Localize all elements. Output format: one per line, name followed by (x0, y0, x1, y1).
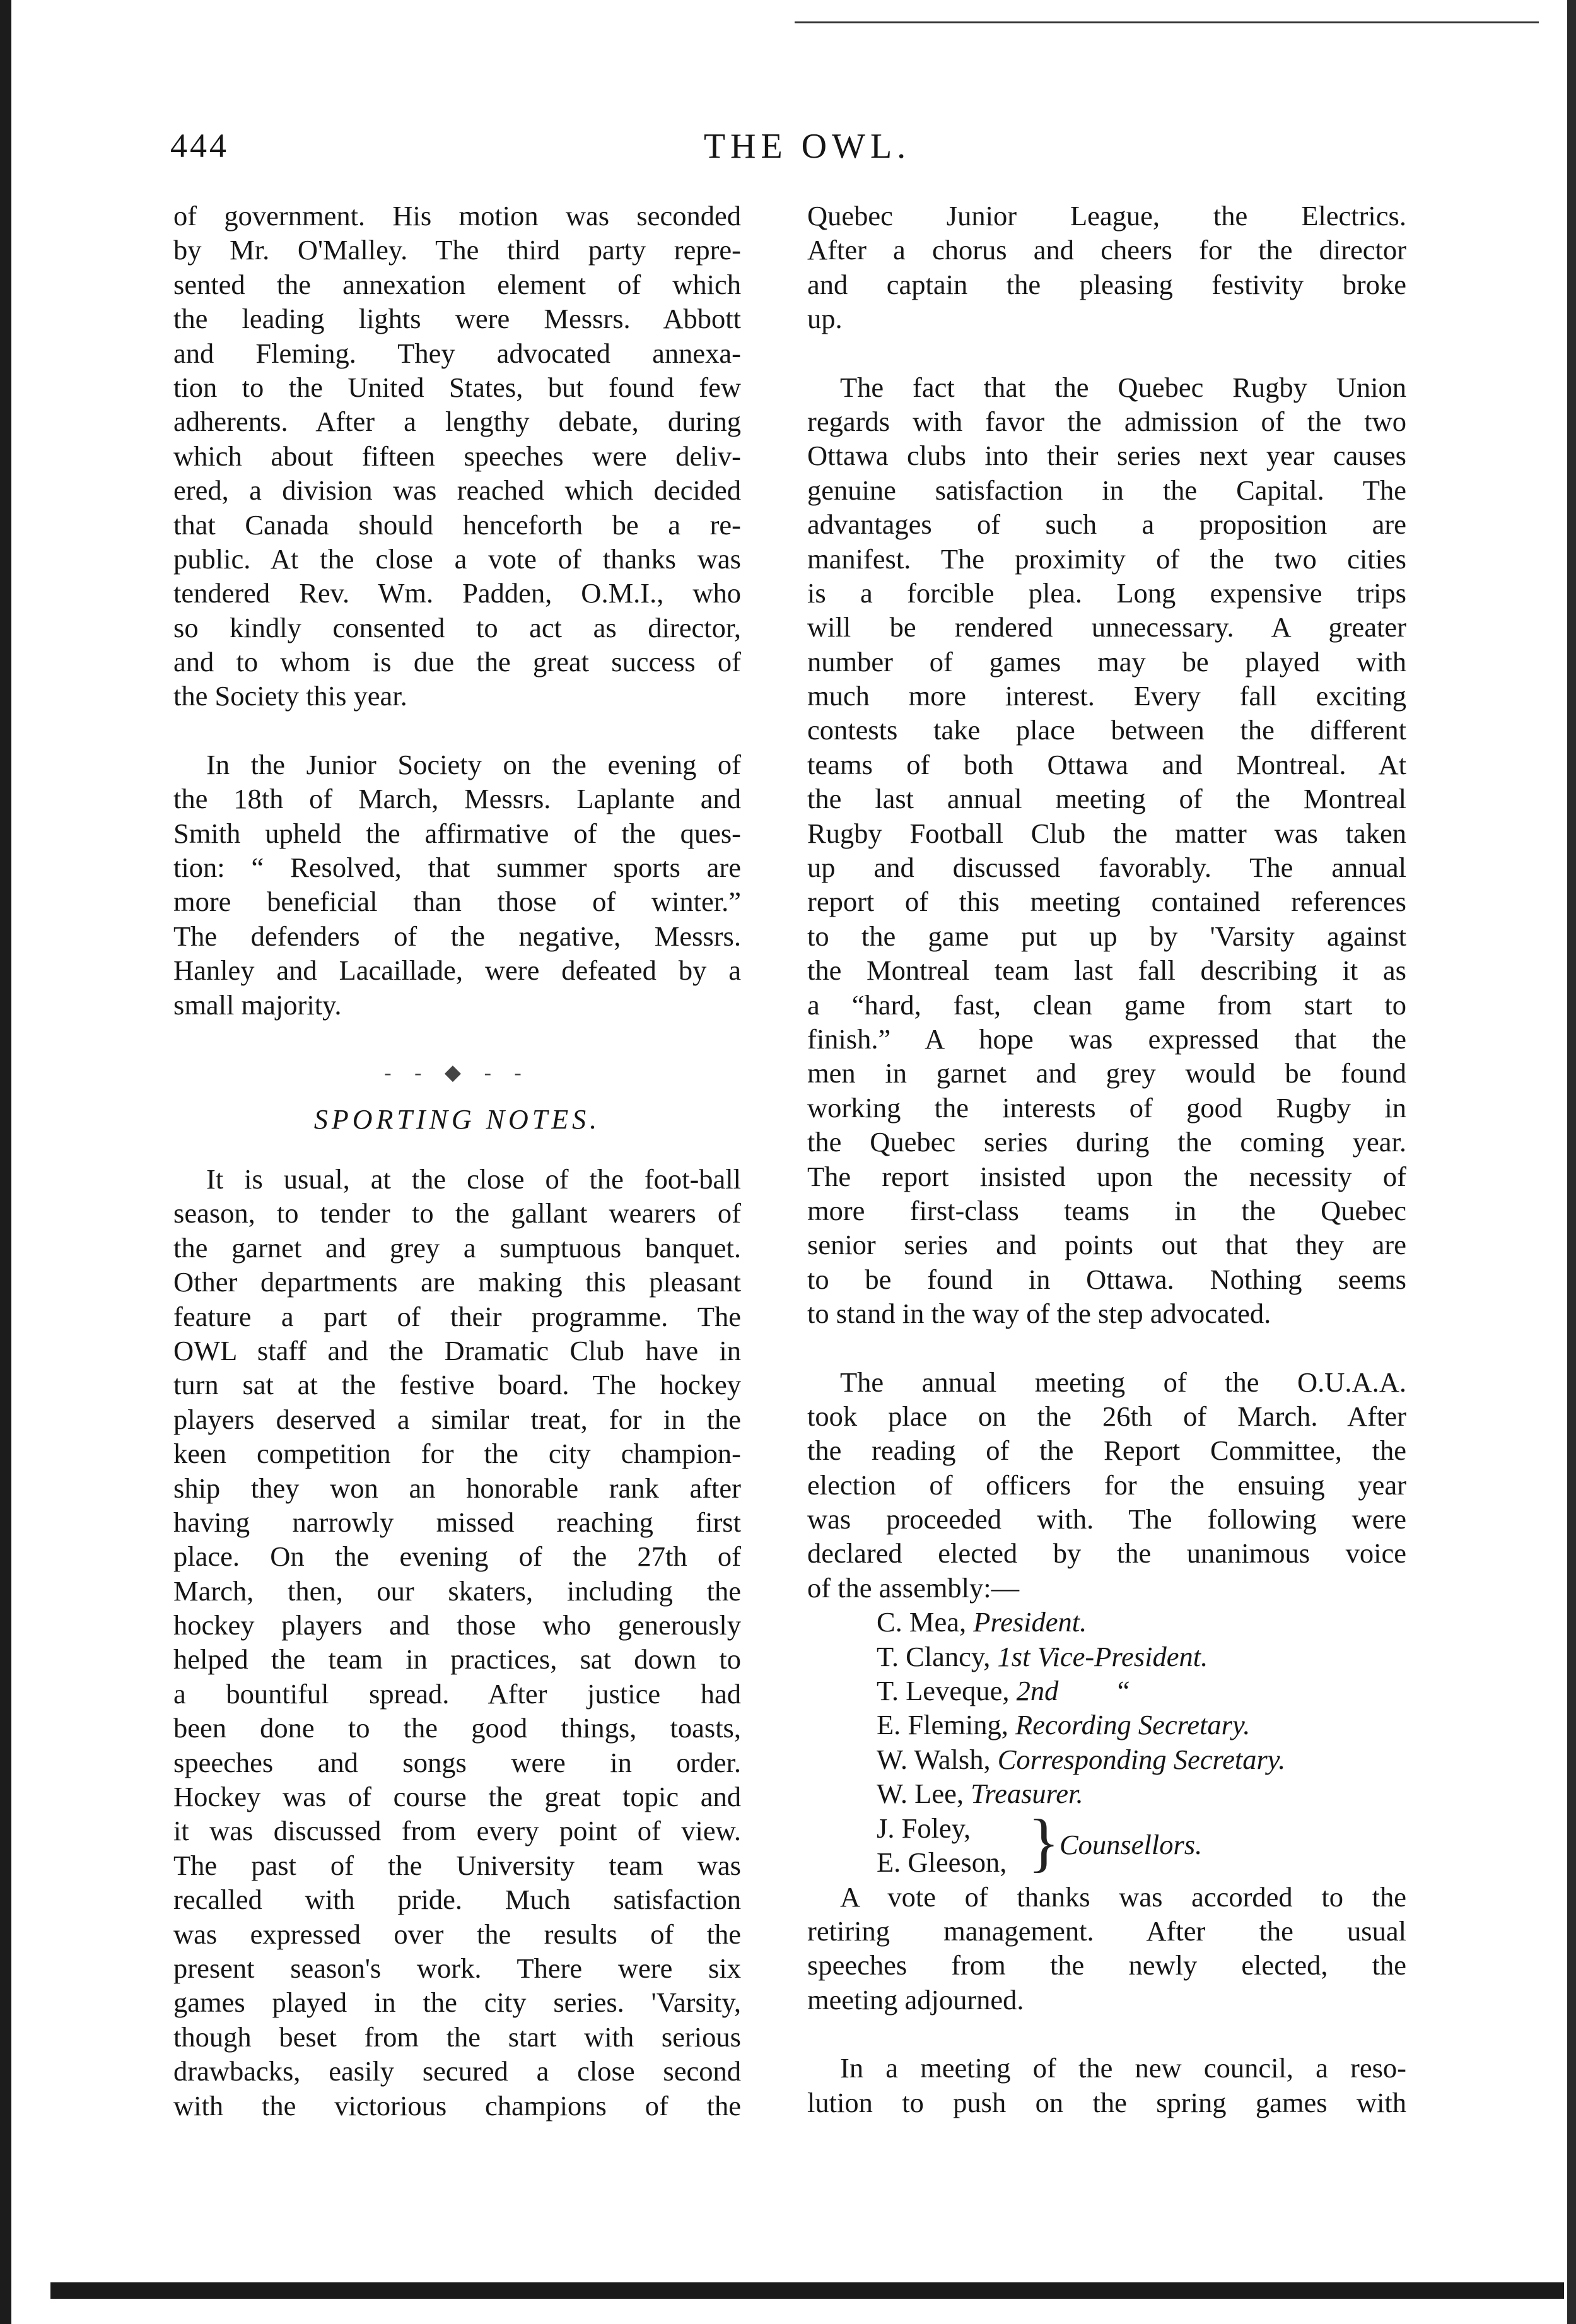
text-line: of government. His motion was seconded (173, 200, 741, 232)
officers-list (807, 1605, 1406, 1879)
officer-entry (807, 1674, 1406, 1708)
text-line: Hanley and Lacaillade, were defeated by a (173, 954, 741, 987)
text-line: feature a part of their programme. The (173, 1300, 741, 1332)
text-line: Smith upheld the affirmative of the ques- (173, 817, 741, 849)
paragraph-gap (807, 1331, 1406, 1365)
officer-name: W. Lee, (877, 1778, 964, 1810)
officer-role: 1st Vice-President. (997, 1640, 1208, 1672)
text-line: After a chorus and cheers for the director (807, 234, 1406, 266)
text-line: helped the team in practices, sat down to (173, 1643, 741, 1676)
text-line: been done to the good things, toasts, (173, 1712, 741, 1744)
text-line: tion to the United States, but found few (173, 371, 741, 403)
text-line: to the game put up by 'Varsity against (807, 920, 1406, 952)
text-line: and to whom is due the great success of (173, 646, 741, 678)
text-line: election of officers for the ensuing year (807, 1469, 1406, 1501)
text-line: ered, a division was reached which decided (173, 474, 741, 507)
text-line: a “hard, fast, clean game from start to (807, 989, 1406, 1021)
text-line: that Canada should henceforth be a re- (173, 508, 741, 541)
paragraph-hockey-banquet (173, 1162, 741, 2123)
text-line: recalled with pride. Much satisfaction (173, 1884, 741, 1916)
officer-name: W. Walsh, (877, 1743, 991, 1775)
text-line: much more interest. Every fall exciting (807, 680, 1406, 712)
text-line: with the victorious champions of the (173, 2089, 741, 2122)
text-line: finish.” A hope was expressed that the (807, 1023, 1406, 1055)
text-line: The annual meeting of the O.U.A.A. (840, 1366, 1406, 1398)
text-line: adherents. After a lengthy debate, during (173, 406, 741, 438)
counsellors-title: Counsellors. (1059, 1828, 1203, 1860)
officer-role: Recording Secretary. (1015, 1709, 1251, 1741)
text-line: In the Junior Society on the evening of (206, 748, 741, 780)
scan-edge-right (1567, 0, 1576, 2324)
page-header (0, 126, 1576, 177)
text-line: more first-class teams in the Quebec (807, 1194, 1406, 1226)
counsellor-name: E. Gleeson, (877, 1846, 1007, 1878)
scan-edge-bottom (50, 2282, 1564, 2299)
paragraph-rugby-union (807, 370, 1406, 1331)
text-line: hockey players and those who generously (173, 1609, 741, 1641)
text-line: OWL staff and the Dramatic Club have in (173, 1334, 741, 1366)
officer-entry (807, 1708, 1406, 1742)
text-line: It is usual, at the close of the foot-ball (206, 1163, 741, 1195)
text-line: The defenders of the negative, Messrs. (173, 920, 741, 952)
officer-entry (807, 1640, 1406, 1674)
text-line: ship they won an honorable rank after (173, 1472, 741, 1504)
top-rule (795, 21, 1539, 23)
text-line: speeches and songs were in order. (173, 1746, 741, 1778)
text-line: meeting adjourned. (807, 1983, 1024, 2016)
text-line: though beset from the start with serious (173, 2021, 741, 2053)
paragraph-gap (807, 336, 1406, 370)
text-line: a bountiful spread. After justice had (173, 1677, 741, 1710)
paragraph-gap (173, 713, 741, 748)
text-line: sented the annexation element of which (173, 268, 741, 300)
text-line: the Quebec series during the coming year. (807, 1126, 1406, 1158)
brace-glyph: } (1028, 1805, 1059, 1879)
text-line: to be found in Ottawa. Nothing seems (807, 1263, 1406, 1295)
text-line: to stand in the way of the step advocated. (807, 1298, 1271, 1330)
text-line: the Society this year. (173, 680, 407, 712)
text-line: of the assembly:— (807, 1571, 1020, 1604)
officer-name: T. Leveque, (877, 1675, 1010, 1707)
text-line: the Montreal team last fall describing it as (807, 954, 1406, 987)
text-line: the garnet and grey a sumptuous banquet. (173, 1231, 741, 1264)
text-line: more beneficial than those of winter.” (173, 886, 741, 918)
text-line: small majority. (173, 989, 342, 1021)
officer-role: Treasurer. (971, 1778, 1083, 1810)
text-line: turn sat at the festive board. The hockey (173, 1369, 741, 1401)
text-line: tendered Rev. Wm. Padden, O.M.I., who (173, 577, 741, 609)
text-line: by Mr. O'Malley. The third party repre- (173, 234, 741, 266)
paragraph-new-council (807, 2051, 1406, 2120)
text-line: place. On the evening of the 27th of (173, 1541, 741, 1573)
text-line: regards with favor the admission of the two (807, 405, 1406, 437)
text-line: A vote of thanks was accorded to the (840, 1881, 1406, 1913)
page-number: 444 (170, 127, 229, 165)
text-line: players deserved a similar treat, for in the (173, 1403, 741, 1435)
text-line: having narrowly missed reaching first (173, 1506, 741, 1538)
text-line: and Fleming. They advocated annexa- (173, 337, 741, 369)
officer-role: President. (973, 1606, 1087, 1638)
text-line: The fact that the Quebec Rugby Union (840, 371, 1406, 403)
text-line: working the interests of good Rugby in (807, 1091, 1406, 1124)
right-column (807, 199, 1406, 2120)
text-line: so kindly consented to act as director, (173, 611, 741, 643)
section-heading: SPORTING NOTES. (313, 1103, 601, 1135)
text-line: present season's work. There were six (173, 1952, 741, 1984)
counsellor-name: J. Foley, (877, 1812, 971, 1844)
officer-name: E. Fleming, (877, 1709, 1008, 1741)
text-line: Quebec Junior League, the Electrics. (807, 200, 1406, 232)
text-line: The past of the University team was (173, 1849, 741, 1881)
text-line: retiring management. After the usual (807, 1915, 1406, 1947)
text-line: Hockey was of course the great topic and (173, 1781, 741, 1813)
text-line: Rugby Football Club the matter was taken (807, 817, 1406, 849)
officer-role: 2nd “ (1016, 1675, 1131, 1707)
text-line: number of games may be played with (807, 645, 1406, 678)
text-line: Other departments are making this pleasant (173, 1266, 741, 1298)
text-line: declared elected by the unanimous voice (807, 1537, 1406, 1570)
text-line: teams of both Ottawa and Montreal. At (807, 748, 1406, 780)
text-line: season, to tender to the gallant wearers of (173, 1197, 741, 1229)
text-line: the leading lights were Messrs. Abbott (173, 303, 741, 335)
paragraph-government-debate (173, 199, 741, 713)
paragraph-gap (173, 1022, 741, 1056)
text-line: drawbacks, easily secured a close second (173, 2055, 741, 2087)
text-line: the reading of the Report Committee, the (807, 1435, 1406, 1467)
running-title: THE OWL. (703, 127, 911, 166)
text-line: which about fifteen speeches were deliv- (173, 440, 741, 472)
text-line: contests take place between the different (807, 714, 1406, 746)
text-line: The report insisted upon the necessity of (807, 1160, 1406, 1192)
officer-entry (807, 1605, 1406, 1639)
text-line: and captain the pleasing festivity broke (807, 268, 1406, 300)
text-line: it was discussed from every point of view. (173, 1815, 741, 1847)
officer-entry (807, 1742, 1406, 1776)
text-line: was expressed over the results of the (173, 1918, 741, 1950)
text-line: is a forcible plea. Long expensive trips (807, 577, 1406, 609)
text-line: tion: “ Resolved, that summer sports are (173, 852, 741, 884)
text-line: took place on the 26th of March. After (807, 1400, 1406, 1432)
text-line: up. (807, 303, 843, 335)
counsellors-group (807, 1805, 1406, 1880)
text-line: lution to push on the spring games with (807, 2086, 1406, 2118)
text-line: the last annual meeting of the Montreal (807, 783, 1406, 815)
text-line: advantages of such a proposition are (807, 508, 1406, 541)
officer-name: C. Mea, (877, 1606, 967, 1638)
text-line: men in garnet and grey would be found (807, 1057, 1406, 1089)
text-line: March, then, our skaters, including the (173, 1575, 741, 1607)
paragraph-junior-society (173, 748, 741, 1022)
text-line: report of this meeting contained references (807, 886, 1406, 918)
text-line: up and discussed favorably. The annual (807, 852, 1406, 884)
text-line: In a meeting of the new council, a reso- (840, 2052, 1406, 2084)
text-line: will be rendered unnecessary. A greater (807, 611, 1406, 643)
text-line: games played in the city series. 'Varsity, (173, 1987, 741, 2019)
text-line: Ottawa clubs into their series next year causes (807, 440, 1406, 472)
text-line: manifest. The proximity of the two cities (807, 543, 1406, 575)
paragraph-ouaa-meeting (807, 1365, 1406, 1605)
scan-edge-left (0, 0, 11, 2324)
text-line: keen competition for the city champion- (173, 1438, 741, 1470)
paragraph-gap (807, 2017, 1406, 2051)
left-column (173, 199, 741, 2123)
text-line: speeches from the newly elected, the (807, 1949, 1406, 1981)
section-separator: - - ◆ - - (384, 1060, 530, 1084)
text-line: genuine satisfaction in the Capital. The (807, 474, 1406, 506)
text-line: senior series and points out that they are (807, 1229, 1406, 1261)
paragraph-festivity-end (807, 199, 1406, 336)
text-line: was proceeded with. The following were (807, 1503, 1406, 1535)
officer-entry (807, 1776, 1406, 1810)
text-line: the 18th of March, Messrs. Laplante and (173, 783, 741, 815)
officer-name: T. Clancy, (877, 1640, 991, 1672)
paragraph-vote-of-thanks (807, 1880, 1406, 2017)
officer-role: Corresponding Secretary. (997, 1743, 1286, 1775)
text-line: public. At the close a vote of thanks was (173, 543, 741, 575)
